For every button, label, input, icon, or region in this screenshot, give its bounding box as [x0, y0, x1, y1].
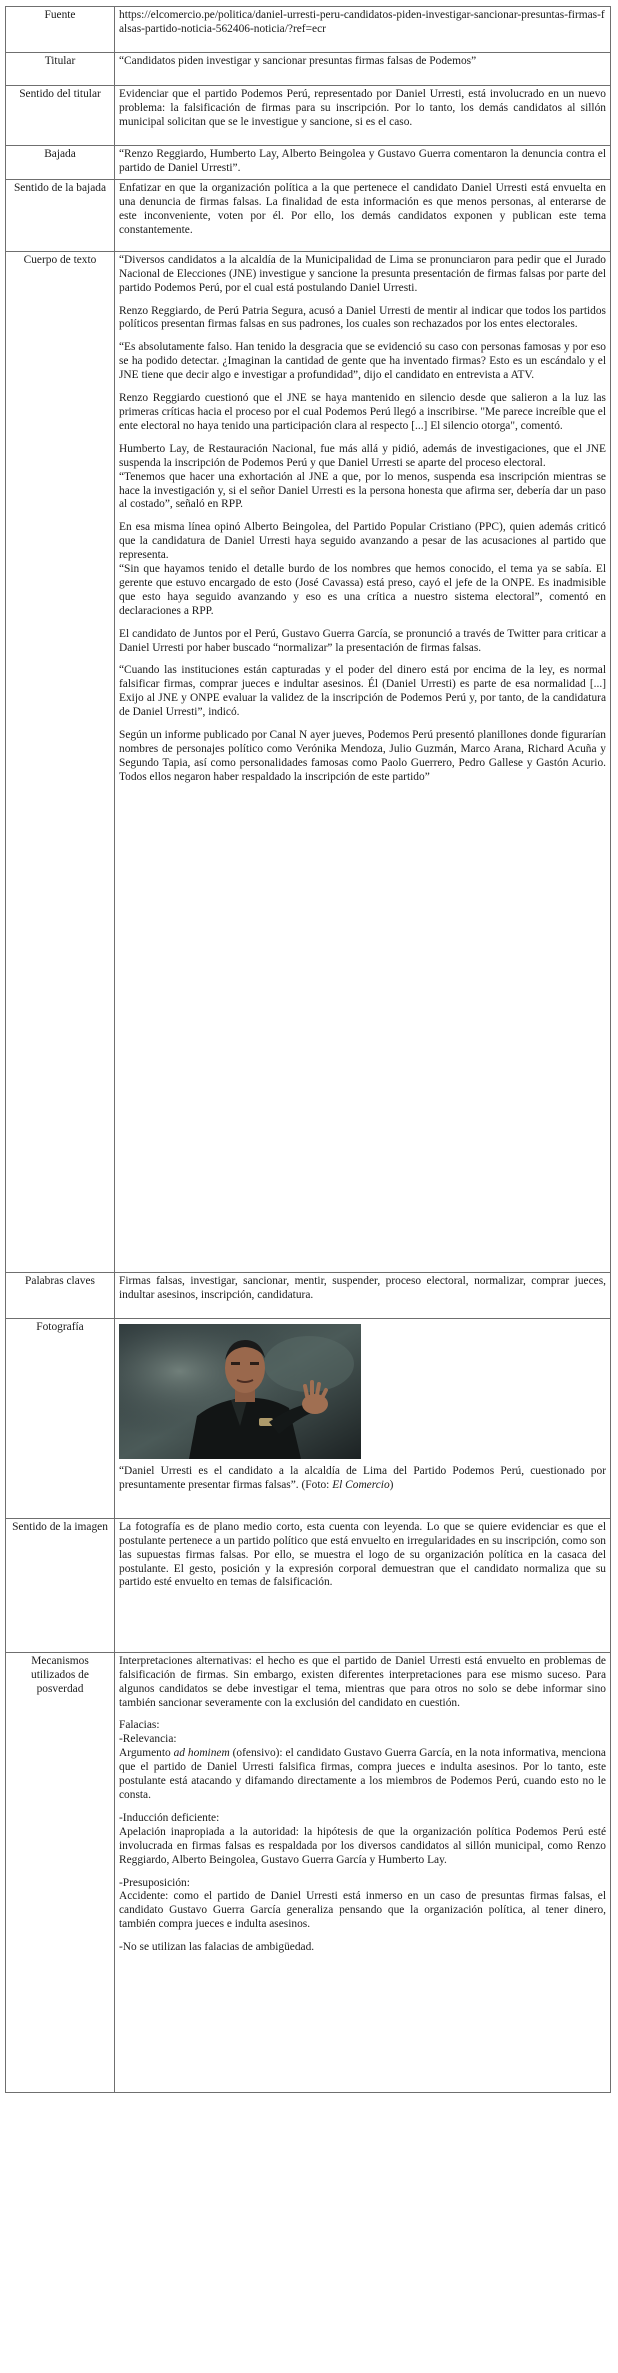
ambiguedad-text: -No se utilizan las falacias de ambigüedad. [119, 1941, 315, 1954]
cuerpo-paragraph: “Diversos candidatos a la alcaldía de la Municipalidad de Lima se pronunciaron para pedir que el Jurado Nacional de Elecciones (JNE) investigue y sancione la presunta presentación de firmas falsas por parte del partido Podemos Perú, por el cual está postulando Daniel Urresti. [119, 253, 606, 294]
row-sentido-titular [6, 86, 611, 146]
label-mecanismos: Mecanismos utilizados de posverdad [6, 1652, 115, 2092]
sentido-imagen-text: La fotografía es de plano medio corto, esta cuenta con leyenda. Lo que se quiere evidenciar es que el postulante pertenece a un partido político que está envuelto en irregularidades en su inscripción, como son las supuestas firmas falsas. Por ello, se muestra el logo de su organización política en la casaca del postulante. El gesto, posición y la expresión corporal demuestran que el candidato normaliza que su partido esté envuelto en temas de falsificación. [115, 1518, 611, 1652]
relevancia-text [119, 1747, 606, 1803]
presuposicion-text: Accidente: como el partido de Daniel Urresti está inmerso en un caso de presuntas firmas falsas, el candidato Gustavo Guerra García generaliza pensando que la organización política, al tener dinero, también compra jueces e indulta asesinos. [119, 1890, 606, 1931]
caption-text: “Daniel Urresti es el candidato a la alcaldía de Lima del Partido Podemos Perú, cuestionado por presuntamente presentar firmas falsas”. (Foto: [119, 1464, 606, 1491]
candidate-photo-image [119, 1324, 361, 1459]
presuposicion-title: -Presuposición: [119, 1876, 190, 1889]
label-sentido-imagen: Sentido de la imagen [6, 1518, 115, 1652]
row-sentido-bajada [6, 179, 611, 251]
relevancia-title: -Relevancia: [119, 1733, 177, 1746]
cuerpo-paragraph: “Sin que hayamos tenido el detalle burdo de los nombres que hemos conocido, el tema ya se sabía. El gerente que estuvo encargado de esto (José Cavassa) está preso, cayó el jefe de la ONPE. Es inadmisible que esto haya seguido avanzando y eso es una crítica a nuestro sistema electoral”, comentó en declaraciones a RPP. [119, 563, 606, 617]
row-fotografia [6, 1318, 611, 1518]
cuerpo-paragraph: Renzo Reggiardo cuestionó que el JNE se haya mantenido en silencio desde que salieron a la luz las primeras críticas hacia el proceso por el cual Podemos Perú llegó a inscribirse. "Me parece increíble que el ente electoral no haya tenido una participación clara al respecto [...] El silencio otorga", comentó. [119, 392, 606, 432]
sentido-bajada-text: Enfatizar en que la organización política a la que pertenece el candidato Daniel Urresti está envuelta en una denuncia de firmas falsas. La finalidad de esta información es que menos personas, al enterarse de este inconveniente, voten por él. Por ello, los demás candidatos exponen y publican este tema constantemente. [115, 179, 611, 251]
label-sentido-bajada: Sentido de la bajada [6, 179, 115, 251]
cuerpo-paragraph: Humberto Lay, de Restauración Nacional, fue más allá y pidió, además de investigaciones, que el JNE suspenda la inscripción de Podemos Perú y que Daniel Urresti se aparte del proceso electoral. [119, 442, 606, 469]
cuerpo-paragraph: “Cuando las instituciones están capturadas y el poder del dinero está por encima de la ley, es normal falsificar firmas, comprar jueces e indultar asesinos. Él (Daniel Urresti) es parte de esa normalidad [...] Exijo al JNE y ONPE evaluar la validez de la inscripción de Podemos Perú y, por tanto, de la candidatura de Daniel Urresti”, indicó. [119, 664, 606, 719]
row-cuerpo [6, 251, 611, 1272]
cuerpo-paragraph: El candidato de Juntos por el Perú, Gustavo Guerra García, se pronunció a través de Twitter para criticar a Daniel Urresti por haber buscado “normalizar” la presentación de firmas falsas. [119, 627, 606, 654]
mecanismos-text [115, 1652, 611, 2092]
cuerpo-paragraph: Renzo Reggiardo, de Perú Patria Segura, acusó a Daniel Urresti de mentir al indicar que todos los partidos políticos presentan firmas falsas en sus padrones, los cuales son rechazados por los entes electorales. [119, 304, 606, 331]
caption-source: El Comercio [332, 1478, 390, 1491]
label-fuente: Fuente [6, 7, 115, 53]
relevancia-post: (ofensivo): el candidato Gustavo Guerra García, en la nota informativa, menciona que el partido de Daniel Urresti falsifica firmas, compra jueces e indulta asesinos. Por lo tanto, este postulante está atacando y difamando directamente a los miembros de Podemos Perú, cuando esto no le consta. [119, 1747, 606, 1801]
fotografia-cell [115, 1318, 611, 1518]
palabras-text: Firmas falsas, investigar, sancionar, mentir, suspender, proceso electoral, normalizar, comprar jueces, indultar asesinos, inscripción, candidatura. [115, 1272, 611, 1318]
analysis-table [5, 6, 611, 2093]
row-fuente [6, 7, 611, 53]
photo-caption [119, 1465, 606, 1493]
falacias-title: Falacias: [119, 1719, 160, 1732]
cuerpo-paragraph: Según un informe publicado por Canal N ayer jueves, Podemos Perú presentó planillones donde figurarían nombres de personajes político como Verónika Mendoza, Julio Guzmán, Marco Arana, Richard Acuña y Segundo Tapia, así como personalidades famosas como Paolo Guerrero, Pedro Gallese y Gastón Acurio. Todos ellos negaron haber respaldado la inscripción de este partido” [119, 729, 606, 783]
candidate-photo [119, 1324, 361, 1459]
label-fotografia: Fotografía [6, 1318, 115, 1518]
induccion-title: -Inducción deficiente: [119, 1811, 220, 1824]
label-cuerpo: Cuerpo de texto [6, 251, 115, 1272]
titular-text: “Candidatos piden investigar y sancionar presuntas firmas falsas de Podemos” [115, 53, 611, 86]
cuerpo-text [115, 251, 611, 1272]
row-bajada [6, 146, 611, 180]
mecanismos-intro: Interpretaciones alternativas: el hecho es que el partido de Daniel Urresti está envuelto en problemas de falsificación de firmas. Sin embargo, existen diferentes interpretaciones para ese mismo suceso. Para algunos candidatos se debe investigar el tema, mientras que para otros no solo se debe informar sino también sancionar severamente con la exclusión del candidato en cuestión. [119, 1654, 606, 1709]
label-sentido-titular: Sentido del titular [6, 86, 115, 146]
row-titular [6, 53, 611, 86]
label-titular: Titular [6, 53, 115, 86]
row-palabras [6, 1272, 611, 1318]
label-palabras: Palabras claves [6, 1272, 115, 1318]
label-bajada: Bajada [6, 146, 115, 180]
induccion-text: Apelación inapropiada a la autoridad: la hipótesis de que la organización política Podemos Perú esté involucrada en firmas falsas es respaldada por los diversos candidatos al sillón municipal, como Renzo Reggiardo, Alberto Beingolea, Gustavo Guerra García y Humberto Lay. [119, 1825, 606, 1866]
row-mecanismos [6, 1652, 611, 2092]
cuerpo-paragraph: “Tenemos que hacer una exhortación al JNE a que, por lo menos, suspenda esa inscripción mientras se hace la investigación y, si el señor Daniel Urresti es la persona honesta que afirma ser, debería dar un paso al costado”, señaló en RPP. [119, 470, 606, 511]
row-sentido-imagen [6, 1518, 611, 1652]
relevancia-latin: ad hominem [173, 1747, 230, 1760]
source-url: https://elcomercio.pe/politica/daniel-urresti-peru-candidatos-piden-investigar-sancionar-presuntas-firmas-falsas-partido-noticia-562406-noticia/?ref=ecr [115, 7, 611, 53]
cuerpo-paragraph: En esa misma línea opinó Alberto Beingolea, del Partido Popular Cristiano (PPC), quien además criticó que la candidatura de Daniel Urresti haya seguido avanzando a pesar de las acusaciones al partido que representa. [119, 521, 606, 562]
sentido-titular-text: Evidenciar que el partido Podemos Perú, representado por Daniel Urresti, está involucrado en un nuevo problema: la falsificación de firmas para su inscripción. Por lo tanto, los demás candidatos al sillón municipal solicitan que se le investigue y sancione, si es el caso. [115, 86, 611, 146]
caption-close: ) [389, 1478, 394, 1491]
cuerpo-paragraph: “Es absolutamente falso. Han tenido la desgracia que se evidenció su caso con personas famosas y por eso se ha podido detectar. ¿Imaginan la cantidad de gente que ha inventado firmas? Esto es un escándalo y el JNE tiene que decir algo e investigar a profundidad”, dijo el candidato en entrevista a ATV. [119, 341, 606, 382]
bajada-text: “Renzo Reggiardo, Humberto Lay, Alberto Beingolea y Gustavo Guerra comentaron la denuncia contra el partido de Daniel Urresti”. [115, 146, 611, 180]
relevancia-pre: Argumento [119, 1747, 174, 1760]
